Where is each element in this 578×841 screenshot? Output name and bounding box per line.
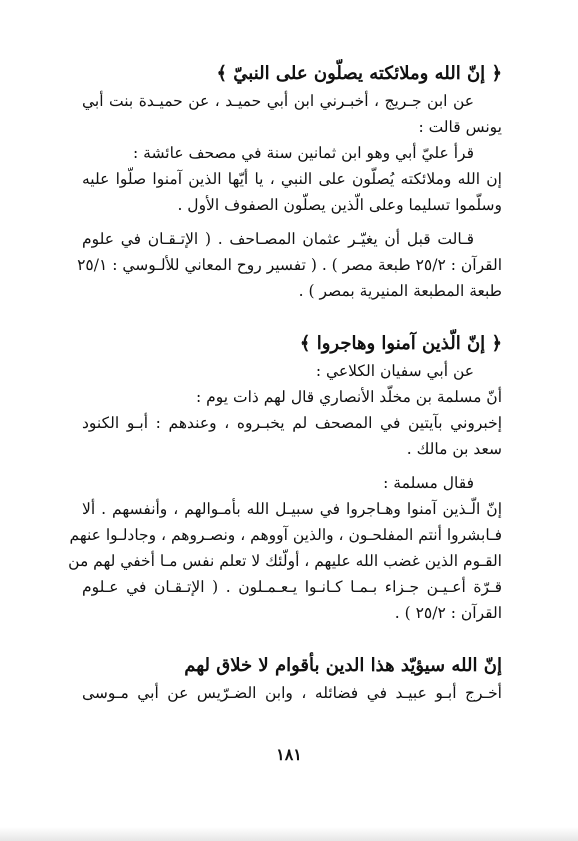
paragraph-line: أخـرج أبـو عبيـد في فضائله ، وابن الضـرّيس عن أبي مـوسى bbox=[82, 684, 502, 702]
paragraph-line: عن أبي سفيان الكلاعي : bbox=[315, 362, 474, 380]
paragraph-line: قرأ عليّ أبي وهو ابن ثمانين سنة في مصحف عائشة : bbox=[133, 144, 474, 162]
paragraph-line: عن ابن جـريج ، أخبـرني ابن أبي حميـد ، عن حميـدة بنت أبي bbox=[82, 92, 474, 110]
paragraph-line: وسلّموا تسليما وعلى الّذين يصلّون الصفوف الأول . bbox=[177, 196, 502, 214]
paragraph-line: فـابشروا أنتم المفلحـون ، والذين آووهم ، ونصـروهم ، وجادلـوا عنهم bbox=[69, 526, 502, 544]
paragraph-line: قـالت قبل أن يغيّـر عثمان المصـاحف . ( الإتـقـان في علوم bbox=[82, 230, 474, 248]
paragraph-line: قـرّة أعـيـن جـزاء بـمـا كـانـوا يـعـمـلون . ( الإتـقـان في عـلوم bbox=[82, 578, 502, 596]
section-1-heading: ﴿ إنّ الله وملائكته يصلّون على النبيّ ﴾ bbox=[216, 63, 502, 84]
paragraph-line: فقال مسلمة : bbox=[383, 474, 474, 492]
section-2 bbox=[68, 330, 502, 626]
paragraph-line: القرآن : ٢٥/٢ طبعة مصر ) . ( تفسير روح المعاني للألـوسي : ٢٥/١ bbox=[77, 256, 502, 274]
paragraph-line: سعد بن مالك . bbox=[406, 440, 502, 458]
paragraph-line: طبعة المطبعة المنيرية بمصر ) . bbox=[298, 282, 502, 300]
page-content bbox=[68, 60, 502, 706]
paragraph-line: إنّ الّـذين آمنوا وهـاجروا في سبيـل الله بأمـوالهم ، وأنفسهم . ألا bbox=[82, 500, 502, 518]
paragraph-line: يونس قالت : bbox=[418, 118, 502, 136]
paragraph-line: إن الله وملائكته يُصلّون على النبي ، يا أيّها الذين آمنوا صلّوا عليه bbox=[82, 170, 502, 188]
paragraph-line: أنّ مسلمة بن مخلّد الأنصاري قال لهم ذات يوم : bbox=[195, 388, 502, 406]
section-1 bbox=[77, 60, 502, 304]
section-3 bbox=[82, 652, 502, 706]
paragraph-line: القـوم الذين غضب الله عليهم ، أولّئك لا تعلم نفس مـا أخفي لهم من bbox=[68, 552, 502, 570]
paragraph-line: القرآن : ٢٥/٢ ) . bbox=[394, 604, 502, 622]
section-2-heading: ﴿ إنّ الّذين آمنوا وهاجروا ﴾ bbox=[299, 333, 502, 354]
page-edge-shadow bbox=[0, 827, 578, 841]
section-3-heading: إنّ الله سيؤيّد هذا الدين بأقوام لا خلاق لهم bbox=[184, 655, 502, 676]
page-number: ١٨١ bbox=[276, 745, 302, 764]
paragraph-line: إخبروني بآيتين في المصحف لم يخبـروه ، وعندهم : أبـو الكنود bbox=[82, 414, 502, 432]
